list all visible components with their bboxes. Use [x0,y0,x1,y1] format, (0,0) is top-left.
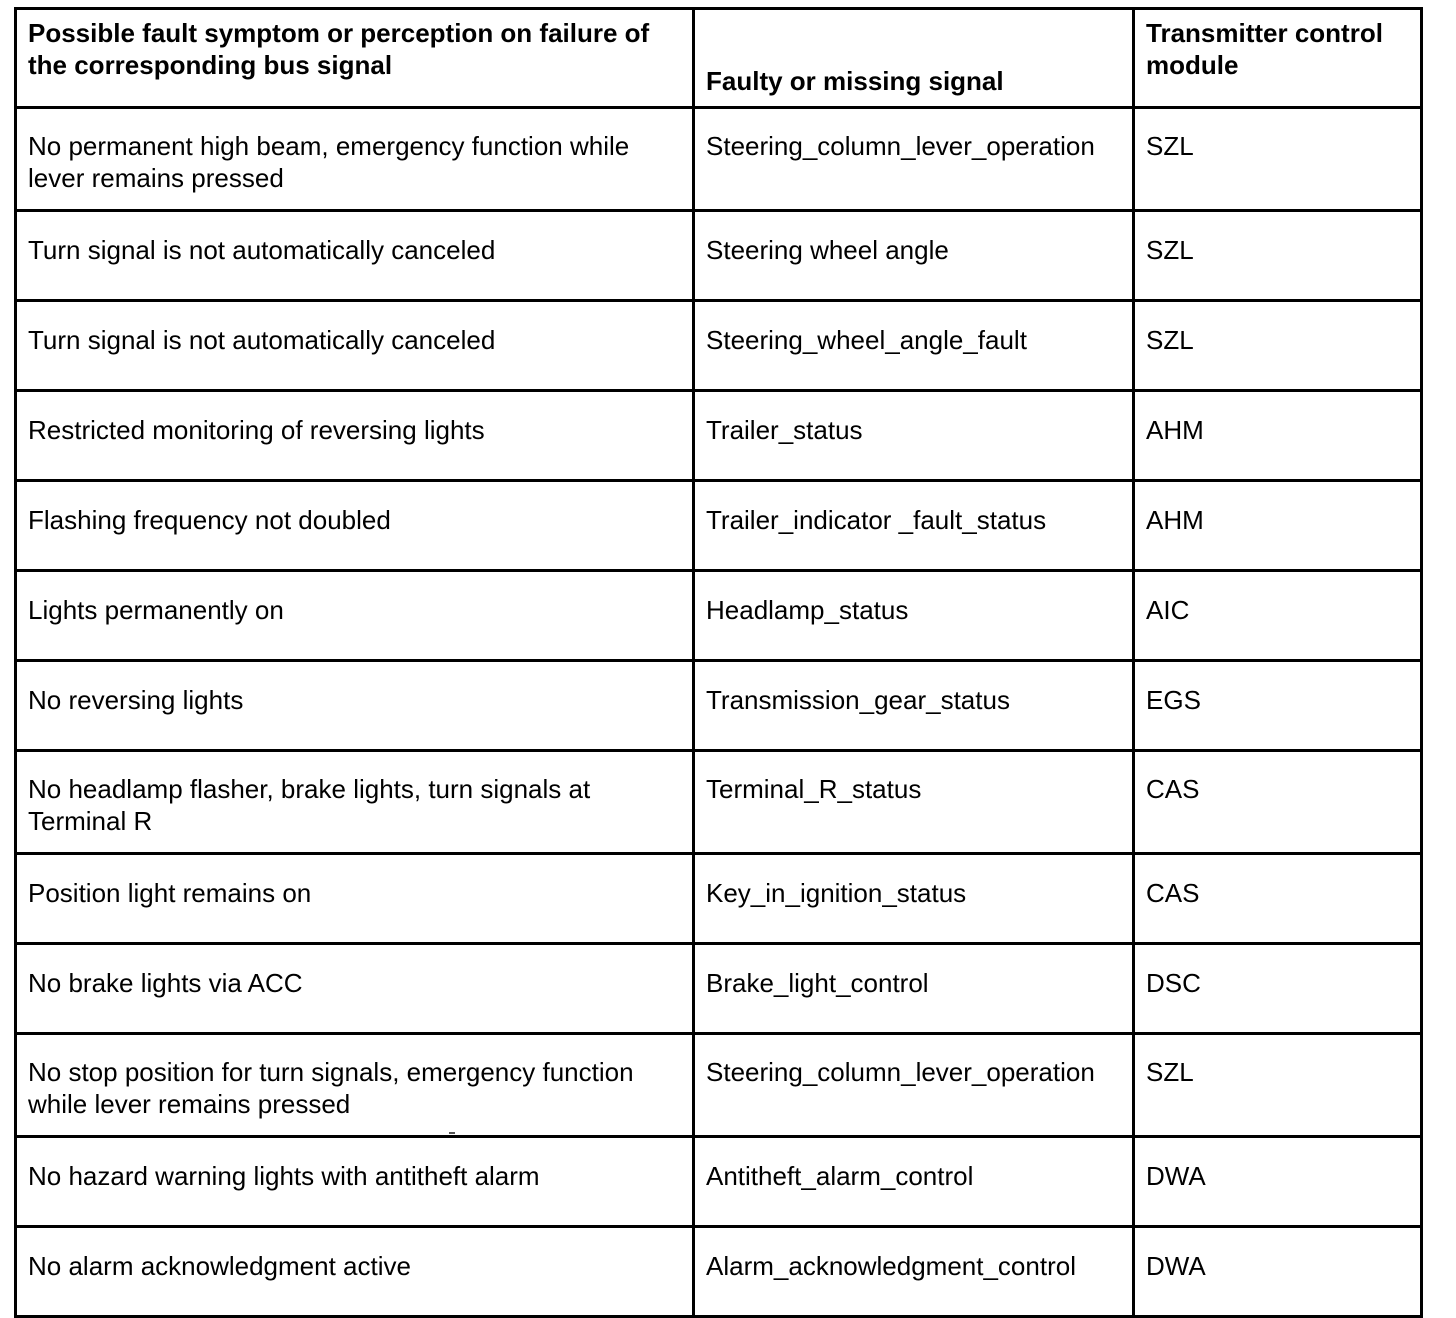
symptom-cell: No headlamp flasher, brake lights, turn signals at Terminal R [16,751,694,854]
signal-cell: Trailer_status [694,391,1134,481]
table-row [16,481,1422,571]
module-cell: CAS [1134,751,1422,854]
symptom-cell: No stop position for turn signals, emergency function while lever remains pressed [16,1034,694,1137]
module-cell: EGS [1134,661,1422,751]
table-row [16,571,1422,661]
table-row [16,1034,1422,1137]
symptom-cell: Turn signal is not automatically canceled [16,211,694,301]
module-cell: DSC [1134,944,1422,1034]
module-cell: AIC [1134,571,1422,661]
scan-artifact [449,1132,455,1134]
symptom-cell: Flashing frequency not doubled [16,481,694,571]
module-cell: SZL [1134,1034,1422,1137]
module-cell: CAS [1134,854,1422,944]
signal-cell: Steering_column_lever_operation [694,1034,1134,1137]
symptom-cell: Restricted monitoring of reversing lights [16,391,694,481]
table-row [16,1137,1422,1227]
header-signal: Faulty or missing signal [694,9,1134,108]
module-cell: SZL [1134,301,1422,391]
symptom-cell: No reversing lights [16,661,694,751]
symptom-cell: Position light remains on [16,854,694,944]
module-cell: SZL [1134,108,1422,211]
fault-signal-table [14,7,1423,1318]
header-module: Transmitter control module [1134,9,1422,108]
table-row [16,391,1422,481]
table-header-row [16,9,1422,108]
table-row [16,854,1422,944]
signal-cell: Terminal_R_status [694,751,1134,854]
module-cell: SZL [1134,211,1422,301]
signal-cell: Steering_wheel_angle_fault [694,301,1134,391]
signal-cell: Steering wheel angle [694,211,1134,301]
signal-cell: Headlamp_status [694,571,1134,661]
table-row [16,751,1422,854]
signal-cell: Brake_light_control [694,944,1134,1034]
table-row [16,108,1422,211]
table-row [16,301,1422,391]
module-cell: DWA [1134,1227,1422,1317]
signal-cell: Transmission_gear_status [694,661,1134,751]
signal-cell: Alarm_acknowledgment_control [694,1227,1134,1317]
symptom-cell: Turn signal is not automatically canceled [16,301,694,391]
signal-cell: Trailer_indicator _fault_status [694,481,1134,571]
symptom-cell: No alarm acknowledgment active [16,1227,694,1317]
table-row [16,211,1422,301]
table-row [16,661,1422,751]
module-cell: DWA [1134,1137,1422,1227]
symptom-cell: No brake lights via ACC [16,944,694,1034]
module-cell: AHM [1134,391,1422,481]
table-row [16,944,1422,1034]
table-row [16,1227,1422,1317]
header-symptom: Possible fault symptom or perception on failure of the corresponding bus signal [16,9,694,108]
symptom-cell: No hazard warning lights with antitheft alarm [16,1137,694,1227]
symptom-cell: No permanent high beam, emergency function while lever remains pressed [16,108,694,211]
signal-cell: Antitheft_alarm_control [694,1137,1134,1227]
module-cell: AHM [1134,481,1422,571]
signal-cell: Key_in_ignition_status [694,854,1134,944]
signal-cell: Steering_column_lever_operation [694,108,1134,211]
symptom-cell: Lights permanently on [16,571,694,661]
